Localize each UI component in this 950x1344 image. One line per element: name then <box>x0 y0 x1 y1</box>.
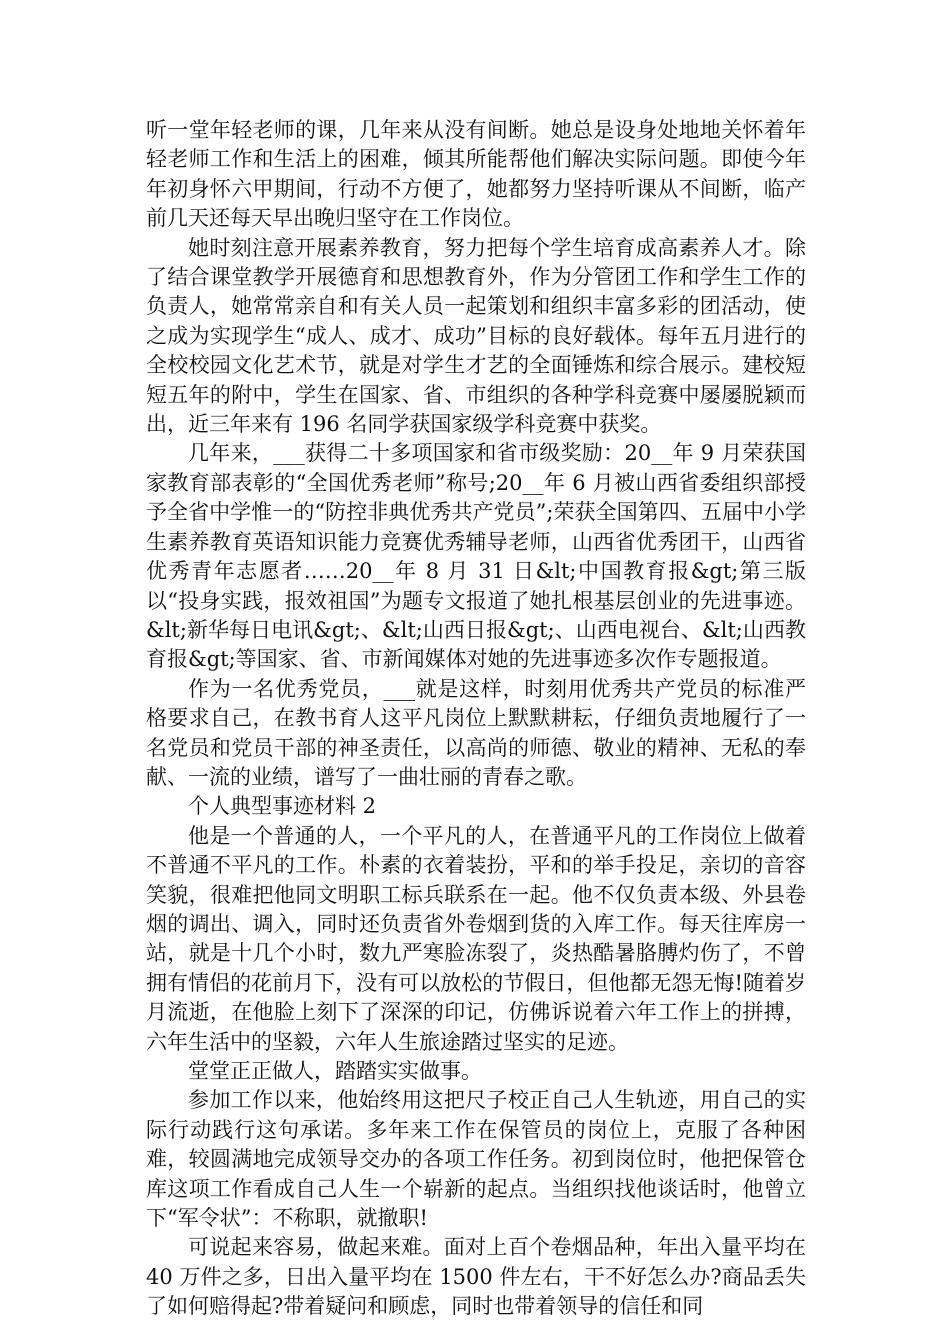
paragraph-ordinary-person: 他是一个普通的人，一个平凡的人，在普通平凡的工作岗位上做着不普通不平凡的工作。朴素的衣着装扮，平和的举手投足，亲切的音容笑貌，很难把他同文明职工标兵联系在一起。他不仅负责本级、外县卷烟的调出、调入，同时还负责省外卷烟到货的入库工作。每天往库房一站，就是十几个小时，数九严寒脸冻裂了，炎热酷暑胳膊灼伤了，不曾拥有情侣的花前月下，没有可以放松的节假日，但他都无怨无悔!随着岁月流逝，在他脸上刻下了深深的印记，仿佛诉说着六年工作上的拼搏，六年生活中的坚毅，六年人生旅途踏过坚实的足迹。 <box>146 823 806 1054</box>
paragraph-motto: 堂堂正正做人，踏踏实实做事。 <box>188 1059 482 1083</box>
paragraph-awards: 几年来，___获得二十多项国家和省市级奖励：20__年 9 月荣获国家教育部表彰的“全国优秀老师”称号;20__年 6 月被山西省委组织部授予全省中学惟一的“防控非典优秀共产党员”;荣获全国第四、五届中小学生素养教育英语知识能力竞赛优秀辅导老师，山西省优秀团干，山西省优秀青年志愿者……20__年 8 月 31 日&lt;中国教育报&gt;第三版以“投身实践，报效祖国”为题专文报道了她扎根基层创业的先进事迹。&lt;新华每日电讯&gt;、&lt;山西日报&gt;、山西电视台、&lt;山西教育报&gt;等国家、省、市新闻媒体对她的先进事迹多次作专题报道。 <box>146 441 806 672</box>
paragraph-easier-said: 可说起来容易，做起来难。面对上百个卷烟品种，年出入量平均在 40 万件之多，日出入量平均在 1500 件左右，干不好怎么办?商品丢失了如何赔得起?带着疑问和顾虑，同时也带着领导的信任和同 <box>146 1235 806 1319</box>
paragraph-party-member: 作为一名优秀党员，___就是这样，时刻用优秀共产党员的标准严格要求自己，在教书育人这平凡岗位上默默耕耘，仔细负责地履行了一名党员和党员干部的神圣责任，以高尚的师德、敬业的精神、无私的奉献、一流的业绩，谱写了一曲壮丽的青春之歌。 <box>146 676 806 789</box>
paragraph-quality-education: 她时刻注意开展素养教育，努力把每个学生培育成高素养人才。除了结合课堂教学开展德育和思想教育外，作为分管团工作和学生工作的负责人，她常常亲自和有关人员一起策划和组织丰富多彩的团活动，使之成为实现学生“成人、成才、成功”目标的良好载体。每年五月进行的全校校园文化艺术节，就是对学生才艺的全面锤炼和综合展示。建校短短五年的附中，学生在国家、省、市组织的各种学科竞赛中屡屡脱颖而出，近三年来有 196 名同学获国家级学科竞赛中获奖。 <box>146 235 806 437</box>
paragraph-continuation: 听一堂年轻老师的课，几年来从没有间断。她总是设身处地地关怀着年轻老师工作和生活上的困难，倾其所能帮他们解决实际问题。即使今年年初身怀六甲期间，行动不方便了，她都努力坚持听课从不间断，临产前几天还每天早出晚归坚守在工作岗位。 <box>146 118 806 231</box>
section-heading: 个人典型事迹材料 2 <box>188 794 377 819</box>
paragraph-since-joining: 参加工作以来，他始终用这把尺子校正自己人生轨迹，用自己的实际行动践行这句承诺。多年来工作在保管员的岗位上，克服了各种困难，较圆满地完成领导交办的各项工作任务。初到岗位时，他把保管仓库这项工作看成自己人生一个崭新的起点。当组织找他谈话时，他曾立下“军令状”：不称职，就撤职! <box>146 1088 806 1231</box>
document-body <box>146 116 806 1322</box>
